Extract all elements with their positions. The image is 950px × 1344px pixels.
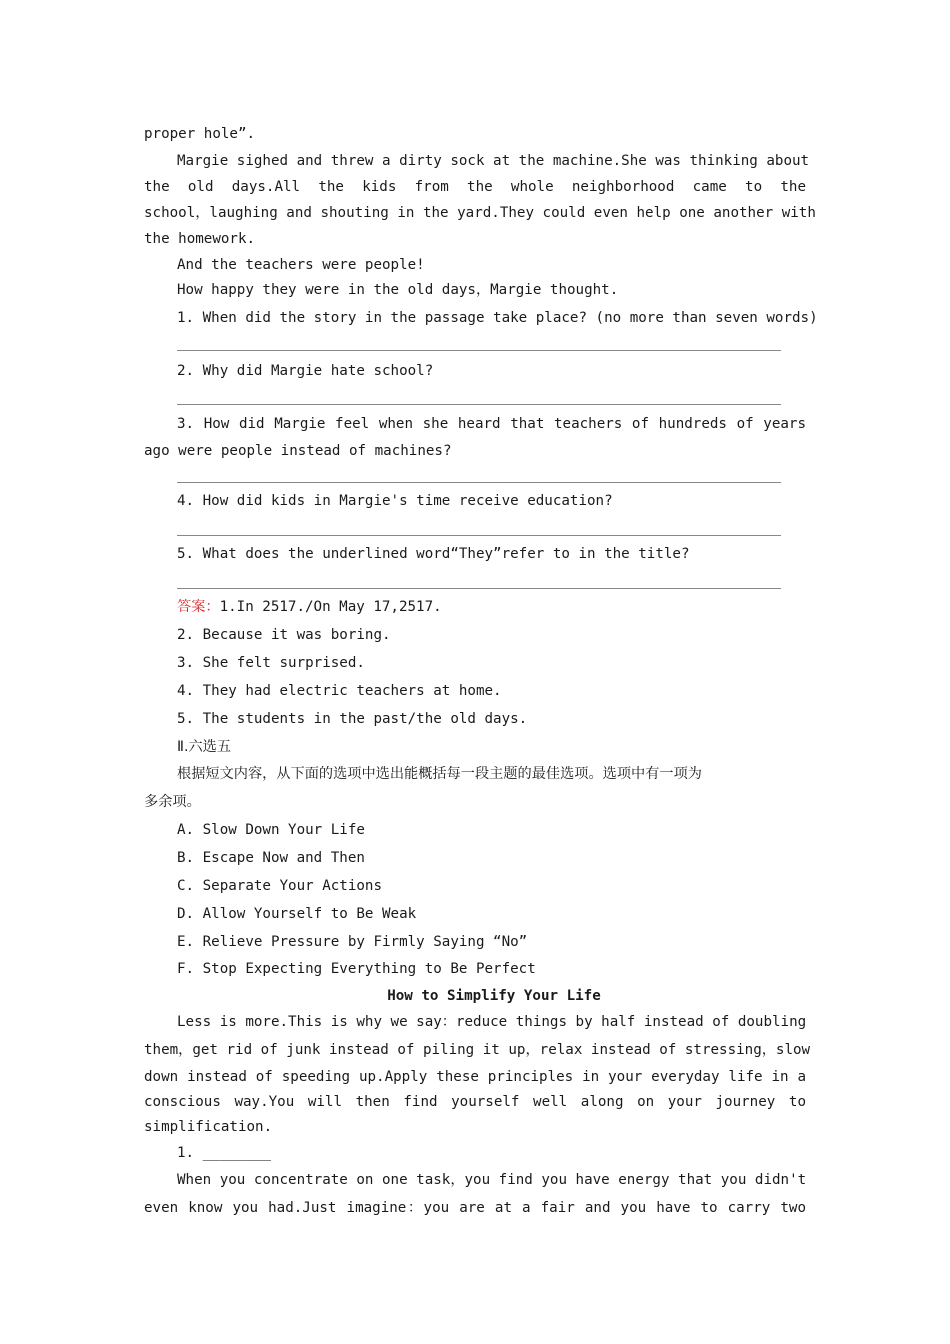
question-2: 2. Why did Margie hate school? <box>177 363 434 379</box>
story-paragraph-line: How happy they were in the old days，Margie thought. <box>177 282 619 298</box>
answer-4: 4. They had electric teachers at home. <box>177 683 502 699</box>
option-b: B. Escape Now and Then <box>177 850 365 866</box>
answer-5: 5. The students in the past/the old days. <box>177 711 528 727</box>
option-d: D. Allow Yourself to Be Weak <box>177 906 417 922</box>
option-a: A. Slow Down Your Life <box>177 822 365 838</box>
answer-label: 答案： <box>177 599 220 615</box>
answer-line <box>177 588 781 589</box>
passage-line: conscious way.You will then find yourself well along on your journey to <box>144 1094 806 1110</box>
answer-1: 1.In 2517./On May 17,2517. <box>219 599 442 615</box>
answer-line <box>177 482 781 483</box>
question-3-continued: ago were people instead of machines? <box>144 443 452 459</box>
question-5: 5. What does the underlined word“They”refer to in the title? <box>177 546 690 562</box>
story-paragraph-line: school，laughing and shouting in the yard.They could even help one another with <box>144 205 816 221</box>
instruction-line: 多余项。 <box>144 794 201 810</box>
passage-line: When you concentrate on one task，you find you have energy that you didn't <box>177 1172 807 1188</box>
answer-line <box>177 350 781 351</box>
answer-3: 3. She felt surprised. <box>177 655 365 671</box>
passage-line: Less is more.This is why we say：reduce things by half instead of doubling <box>177 1014 807 1030</box>
question-3: 3. How did Margie feel when she heard that teachers of hundreds of years <box>177 416 806 432</box>
option-c: C. Separate Your Actions <box>177 878 382 894</box>
answer-1-row <box>177 597 806 617</box>
blank-1: 1. ________ <box>177 1145 271 1161</box>
story-paragraph-line: the old days.All the kids from the whole neighborhood came to the <box>144 179 806 195</box>
story-paragraph-line: And the teachers were people! <box>177 257 425 273</box>
passage-line: them，get rid of junk instead of piling it up，relax instead of stressing，slow <box>144 1042 811 1058</box>
option-e: E. Relieve Pressure by Firmly Saying “No” <box>177 934 528 950</box>
passage-title: How to Simplify Your Life <box>387 988 601 1004</box>
option-f: F. Stop Expecting Everything to Be Perfect <box>177 961 536 977</box>
answer-line <box>177 535 781 536</box>
story-paragraph-line: Margie sighed and threw a dirty sock at the machine.She was thinking about <box>177 153 810 169</box>
section-heading: Ⅱ.六选五 <box>177 739 232 755</box>
question-1: 1. When did the story in the passage take place? (no more than seven words) <box>177 310 818 326</box>
passage-line: even know you had.Just imagine：you are at a fair and you have to carry two <box>144 1200 806 1216</box>
answer-2: 2. Because it was boring. <box>177 627 391 643</box>
instruction-line: 根据短文内容，从下面的选项中选出能概括每一段主题的最佳选项。选项中有一项为 <box>177 766 702 782</box>
passage-line: simplification. <box>144 1119 273 1135</box>
story-paragraph-line: the homework. <box>144 231 256 247</box>
question-4: 4. How did kids in Margie's time receive education? <box>177 493 613 509</box>
story-line: proper hole”. <box>144 126 256 142</box>
passage-line: down instead of speeding up.Apply these principles in your everyday life in a <box>144 1069 806 1085</box>
answer-line <box>177 404 781 405</box>
